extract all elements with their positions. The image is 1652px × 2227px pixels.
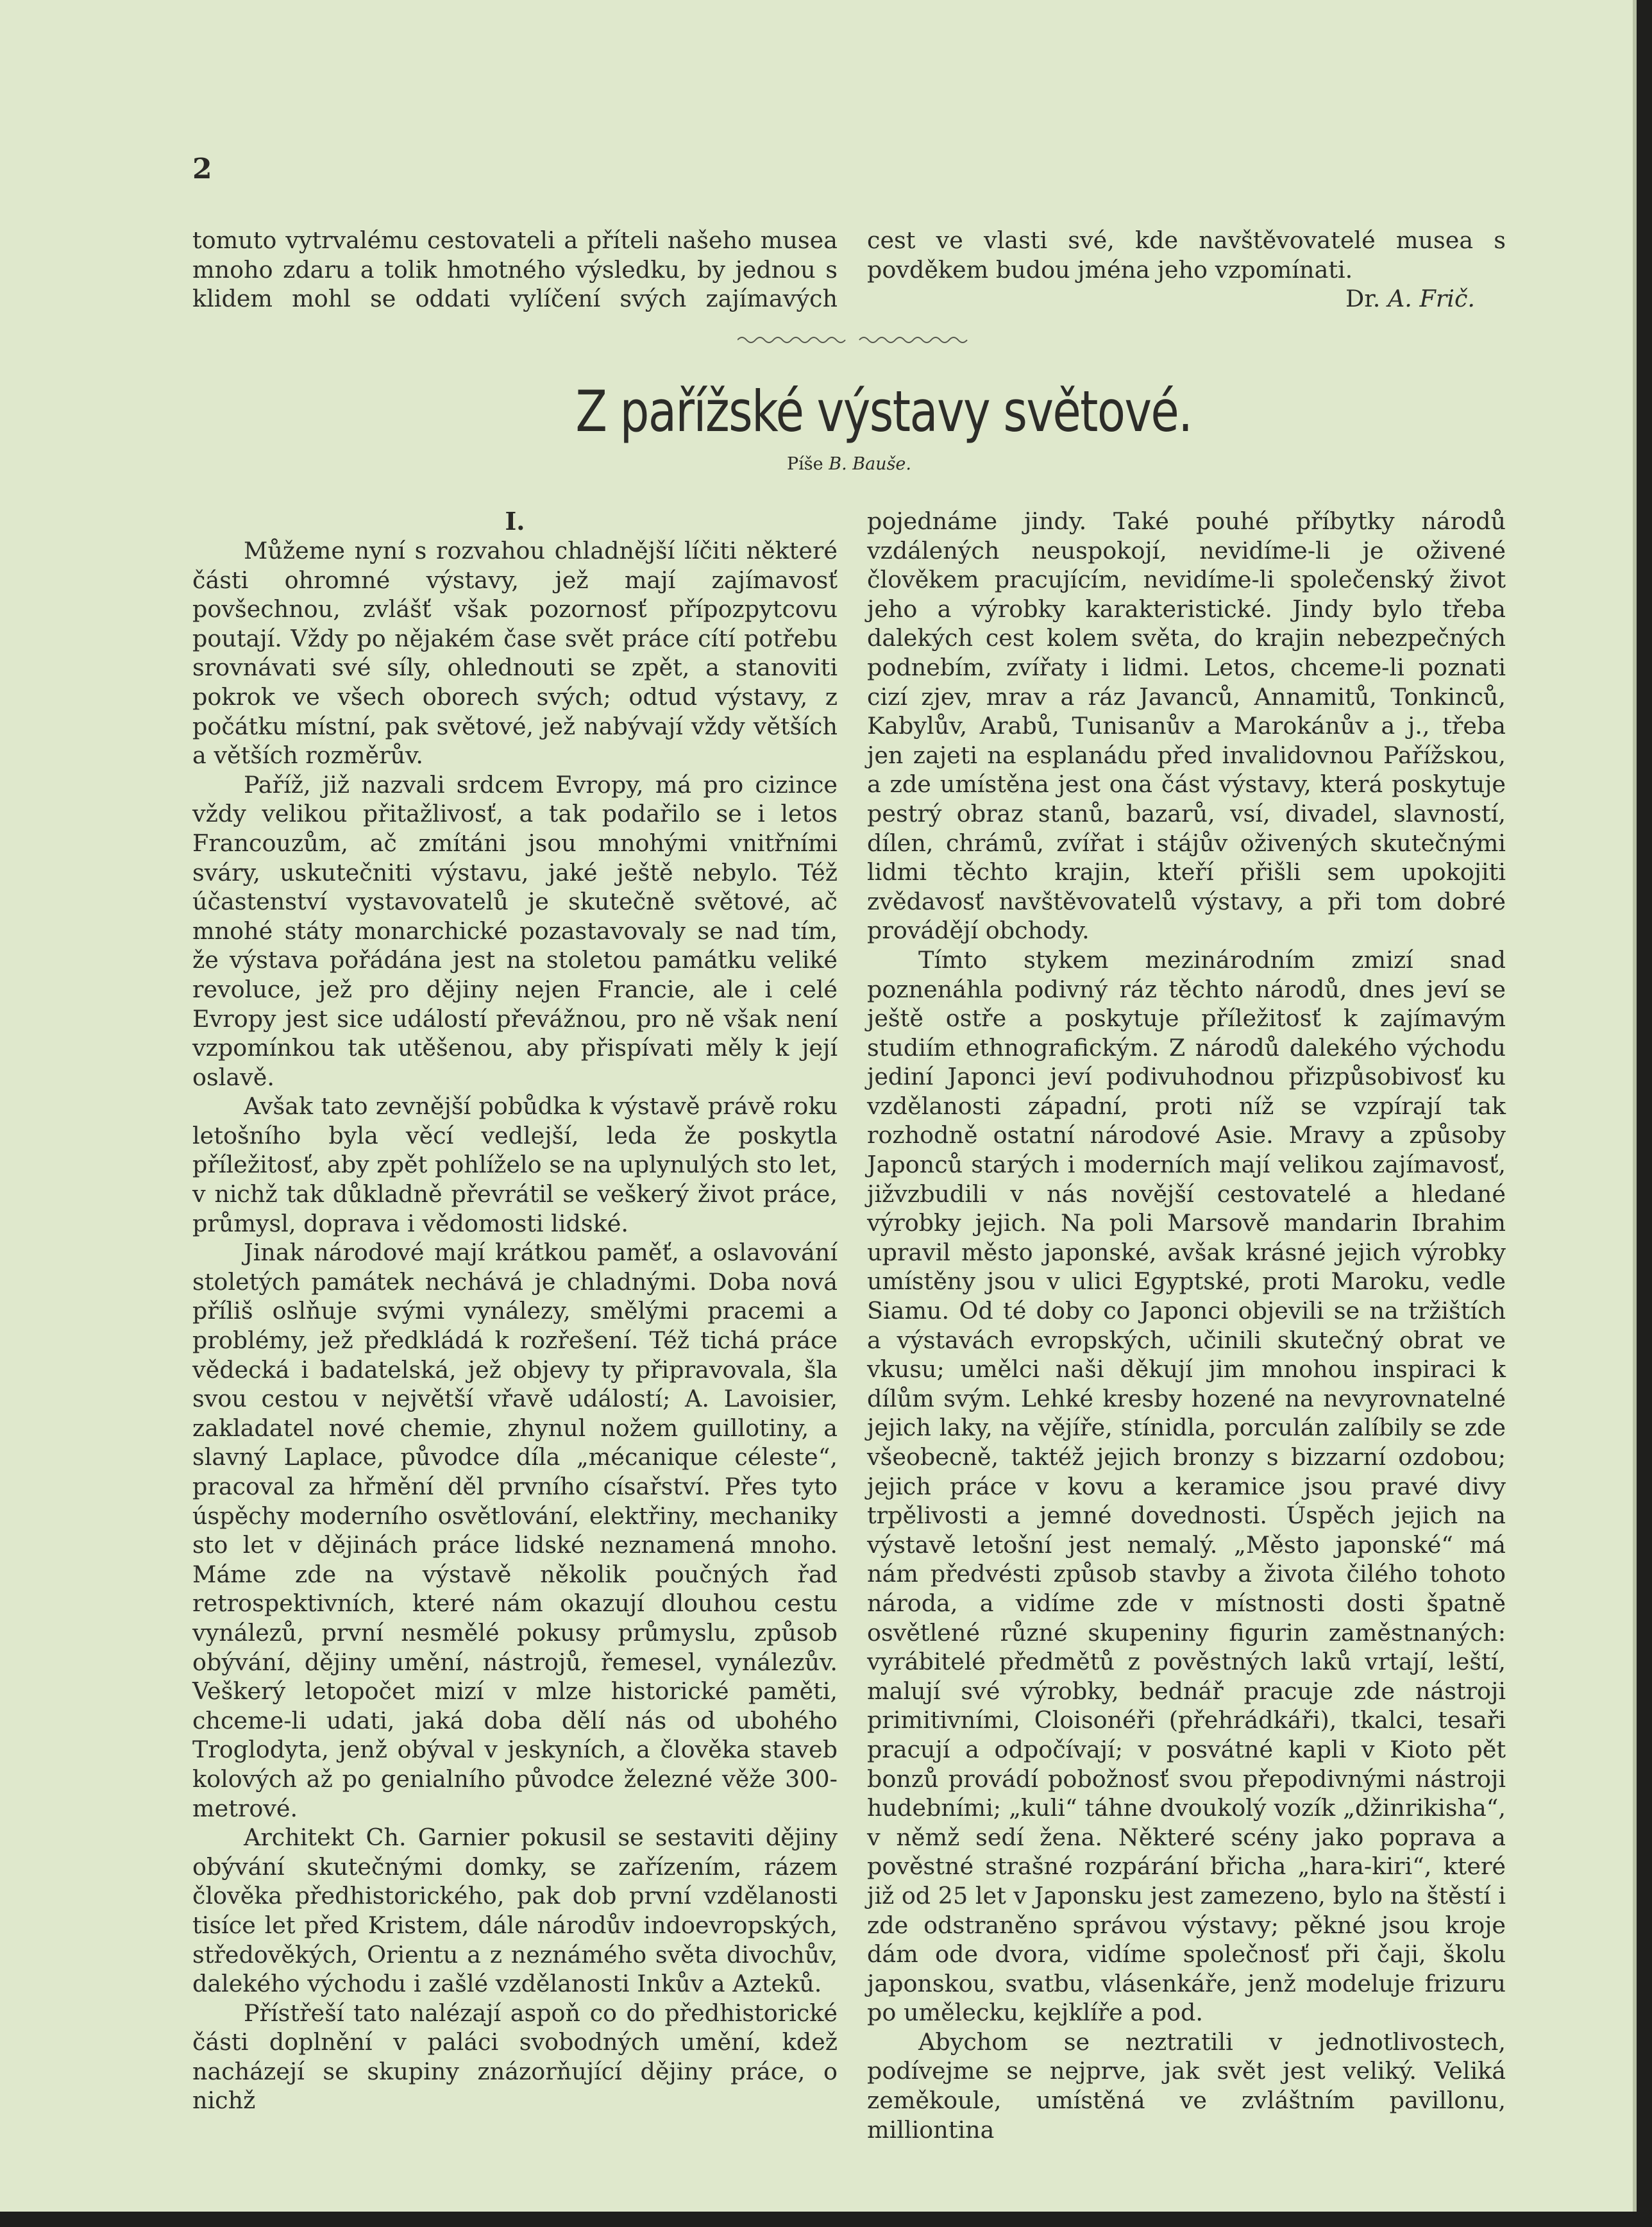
paragraph: tomuto vytrvalému cestovateli a příteli našeho musea mnoho zdaru a tolik hmotného výsledku, by jednou s klidem mohl se oddati vylíčení svých zajímavých bbox=[192, 226, 838, 313]
previous-article-end-left bbox=[192, 226, 838, 314]
paragraph: Můžeme nyní s rozvahou chladnější líčiti některé části ohromné výstavy, jež mají zajímavosť povšechnou, zvlášť však pozornosť přípozpytcovu poutají. Vždy po nějakém čase svět práce cítí potřebu srovnávati své síly, ohlednouti se zpět, a stanoviti pokrok ve všech oborech svých; odtud výstavy, z počátku místní, pak světové, jež nabývají vždy větších a větších rozměrův. bbox=[192, 537, 838, 770]
page-number: 2 bbox=[192, 153, 212, 185]
paragraph: Paříž, již nazvali srdcem Evropy, má pro cizince vždy velikou přitažlivosť, a tak podařilo se i letos Francouzům, ač zmítáni jsou mnohými vnitřními sváry, uskutečniti výstavu, jaké ještě nebylo. Též účastenství vystavovatelů je skutečně světové, ač mnohé státy monarchické pozastavovaly se nad tím, že výstava pořádána jest na stoletou památku veliké revoluce, jež pro dějiny nejen Francie, ale i celé Evropy jest sice událostí převážnou, pro ně však není vzpomínkou tak utěšenou, aby přispívati měly k její oslavě. bbox=[192, 770, 838, 1091]
paragraph: Avšak tato zevnější pobůdka k výstavě právě roku letošního byla věcí vedlejší, leda že poskytla příležitosť, aby zpět pohlíželo se na uplynulých sto let, v nichž tak důkladně převrátil se veškerý život práce, průmysl, doprava i vědomosti lidské. bbox=[192, 1092, 838, 1237]
previous-article-end-right bbox=[867, 226, 1506, 314]
paragraph: Architekt Ch. Garnier pokusil se sestaviti dějiny obývání skutečnými domky, se zařízením, rázem člověka předhistorického, pak dob první vzdělanosti tisíce let před Kristem, dále národův indoevropských, středověkých, Orientu a z neznámého světa divochův, dalekého východu i zašlé vzdělanosti Inkův a Azteků. bbox=[192, 1824, 838, 1998]
signature-name: A. Frič. bbox=[1387, 285, 1475, 313]
article-byline bbox=[192, 454, 1506, 474]
ornamental-divider bbox=[738, 334, 968, 346]
paragraph: Abychom se neztratili v jednotlivostech, podívejme se nejprve, jak svět jest veliký. Veliká zeměkoule, umístěná ve zvláštním pavillonu, milliontina bbox=[867, 2028, 1506, 2144]
section-number: I. bbox=[505, 507, 525, 536]
signature-prefix: Dr. bbox=[1345, 285, 1381, 313]
byline-author: B. Bauše. bbox=[829, 454, 911, 474]
right-column bbox=[867, 507, 1506, 2144]
byline-prefix: Píše bbox=[787, 454, 823, 474]
page-edge bbox=[1633, 0, 1637, 2212]
signature bbox=[867, 284, 1506, 314]
article-title: Z pařížské výstavy světové. bbox=[575, 378, 1192, 445]
paragraph: cest ve vlasti své, kde navštěvovatelé musea s povděkem budou jména jeho vzpomínati. bbox=[867, 226, 1506, 284]
left-column bbox=[192, 536, 838, 2115]
paragraph: pojednáme jindy. Také pouhé příbytky národů vzdálených neuspokojí, nevidíme-li je oživené člověkem pracujícím, nevidíme-li společenský život jeho a výrobky karakteristické. Jindy bylo třeba dalekých cest kolem světa, do krajin nebezpečných podnebím, zvířaty i lidmi. Letos, chceme-li poznati cizí zjev, mrav a ráz Javanců, Annamitů, Tonkinců, Kabylův, Arabů, Tunisanův a Marokánův a j., třeba jen zajeti na esplanádu před invalidovnou Pařížskou, a zde umístěna jest ona část výstavy, která poskytuje pestrý obraz stanů, bazarů, vsí, divadel, slavností, dílen, chrámů, zvířat i stájův oživených skutečnými lidmi těchto krajin, kteří přišli sem upokojiti zvědavosť navštěvovatelů výstavy, a při tom dobré provádějí obchody. bbox=[867, 507, 1506, 945]
paragraph: Tímto stykem mezinárodním zmizí snad poznenáhla podivný ráz těchto národů, dnes jeví se ještě ostře a poskytuje příležitosť k zajímavým studiím ethnografickým. Z národů dalekého východu jediní Japonci jeví podivuhodnou přizpůsobivosť ku vzdělanosti západní, proti níž se vzpírají tak rozhodně ostatní národové Asie. Mravy a způsoby Japonců starých i moderních mají velikou zajímavosť, jižvzbudili v nás novější cestovatelé a hledané výrobky jejich. Na poli Marsově mandarin Ibrahim upravil město japonské, avšak krásné jejich výrobky umístěny jsou v ulici Egyptské, proti Maroku, vedle Siamu. Od té doby co Japonci objevili se na tržištích a výstavách evropských, učinili skutečný obrat ve vkusu; umělci naši děkují jim mnohou inspiraci k dílům svým. Lehké kresby hozené na nevyrovnatelné jejich laky, na vějíře, stínidla, porculán zalíbily se zde všeobecně, taktéž jejich bronzy s bizzarní ozdobou; jejich práce v kovu a keramice jsou pravé divy trpělivosti a jemné dovednosti. Úspěch jejich na výstavě letošní jest nemalý. „Město japonské“ má nám předvésti způsob stavby a života čilého tohoto národa, a vidíme zde v místnosti dosti špatně osvětlené různé skupeniny figurin zaměstnaných: vyrábitelé předmětů z pověstných laků vrtají, leští, malují své výrobky, bednář pracuje zde nástroji primitivními, Cloisonéři (přehrádkáři), tkalci, tesaři pracují a odpočívají; v posvátné kapli v Kioto pět bonzů provádí pobožnosť svou přepodivnými nástroji hudebními; „kuli“ táhne dvoukolý vozík „džinrikisha“, v němž sedí žena. Některé scény jako poprava a pověstné strašné rozpárání břicha „hara-kiri“, které již od 25 let v Japonsku jest zamezeno, bylo na štěstí i zde odstraněno správou výstavy; pěkné jsou kroje dám ode dvora, vidíme společnosť při čaji, školu japonskou, svatbu, vlásenkáře, jenž modeluje frizuru po umělecku, kejklíře a pod. bbox=[867, 945, 1506, 2027]
paragraph: Přístřeší tato nalézají aspoň co do předhistorické části doplnění v paláci svobodných umění, kdež nacházejí se skupiny znázorňující dějiny práce, o nichž bbox=[192, 1999, 838, 2115]
paragraph: Jinak národové mají krátkou paměť, a oslavování stoletých památek nechává je chladnými. Doba nová příliš oslňuje svými vynálezy, smělými pracemi a problémy, jež předkládá k rozřešení. Též tichá práce vědecká i badatelská, jež objevy ty připravovala, šla svou cestou v největší vřavě událostí; A. Lavoisier, zakladatel nové chemie, zhynul nožem guillotiny, a slavný Laplace, původce díla „mécanique céleste“, pracoval za hřmění děl prvního císařství. Přes tyto úspěchy moderního osvětlování, elektřiny, mechaniky sto let v dějinách práce lidské neznamená mnoho. Máme zde na výstavě několik poučných řad retrospektivních, které nám okazují dlouhou cestu vynálezů, první nesmělé pokusy průmyslu, způsob obývání, dějiny umění, nástrojů, řemesel, vynálezův. Veškerý letopočet mizí v mlze historické paměti, chceme-li udati, jaká doba dělí nás od ubohého Troglodyta, jenž obýval v jeskyních, a člověka staveb kolových až po genialního původce železné věže 300-metrové. bbox=[192, 1239, 838, 1822]
